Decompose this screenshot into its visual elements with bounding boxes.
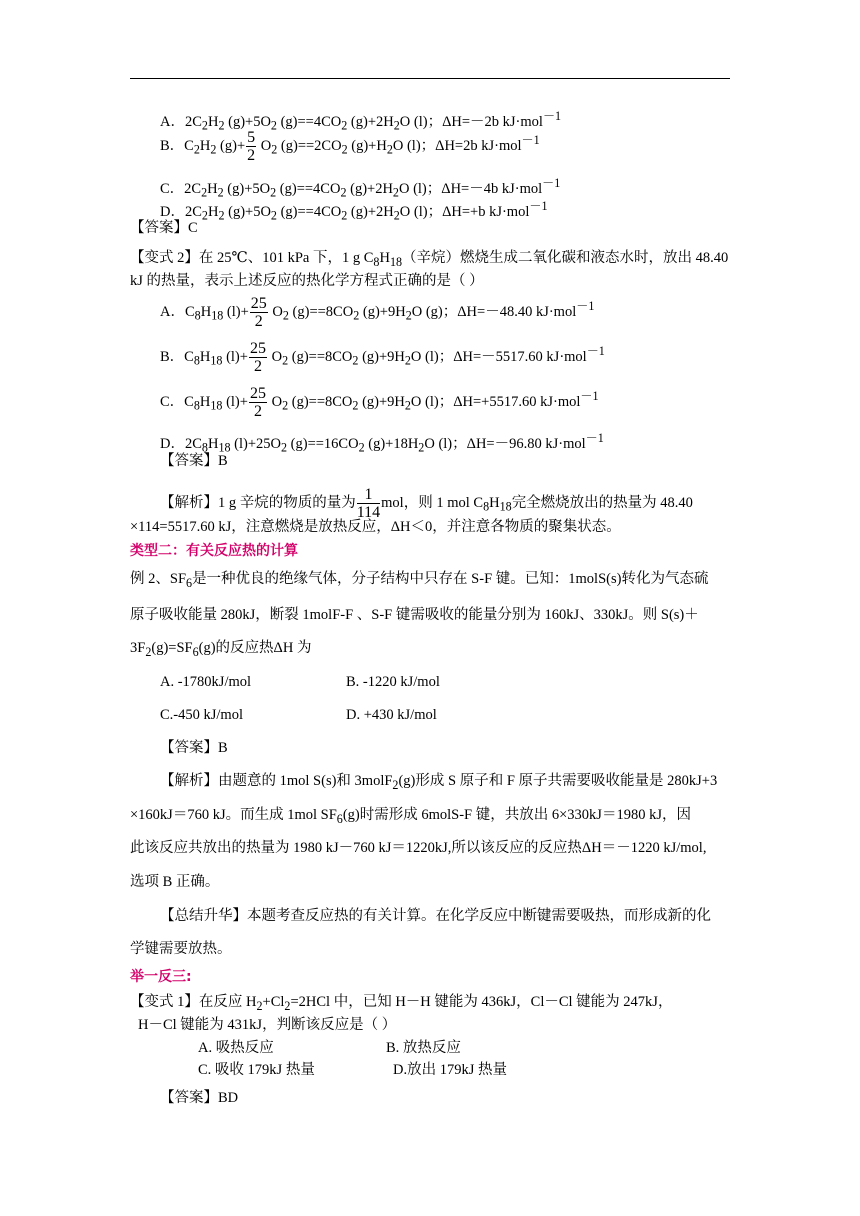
var1-option-b: B. 放热反应 [386, 1040, 461, 1056]
var1-option-a: A. 吸热反应 [198, 1040, 274, 1056]
fraction: $\frac{5}{2}$ [247, 129, 256, 164]
ex2-question-line1: 例 2、$SF_6$是一种优良的绝缘气体，分子结构中只存在 S-F 键。已知：1molS(s)转化为气态硫 [130, 571, 709, 590]
ex2-explanation-line1: 【解析】由题意的 1mol S(s)和 3molF$_2$(g)形成 S 原子和 F 原子共需要吸收能量是 280kJ+3 [160, 773, 718, 792]
var2-option-c: C．$C_8H_{18}$ (l)+ $\frac{25}{2}$ $O_2$ $(g)==8CO_2$ $(g)+9H_2O$ (l)；ΔH=+5517.60 kJ·mol$^{-1}$ [160, 385, 599, 420]
fraction: $\frac{25}{2}$ [250, 295, 267, 330]
var2-explanation-line1: 【解析】1 g 辛烷的物质的量为 $\frac{1}{114}$ mol，则 1 mol $C_8H_{18}$完全燃烧放出的热量为 48.40 [160, 486, 693, 521]
var2-answer: 【答案】B [160, 453, 228, 469]
set1-option-b: B．$C_2H_2$ (g)+ $\frac{5}{2}$ $O_2$ $(g)==2CO_2$ $(g)+H_2O$ (l)；ΔH=2b kJ·mol$^{-1}$ [160, 129, 540, 164]
fraction: $\frac{25}{2}$ [249, 385, 266, 420]
ex2-option-d: D. +430 kJ/mol [346, 707, 437, 723]
var1-question-line2: H－Cl 键能为 431kJ，判断该反应是（ ） [138, 1017, 397, 1033]
header-rule [130, 78, 730, 79]
var1-answer: 【答案】BD [160, 1090, 239, 1106]
ex2-summary-line2: 学键需要放热。 [130, 941, 232, 957]
var1-option-d: D.放出 179kJ 热量 [393, 1062, 507, 1078]
ex2-explanation-line4: 选项 B 正确。 [130, 874, 220, 890]
section-heading-practice: 举一反三: [130, 969, 192, 985]
var2-explanation-line2: ×114=5517.60 kJ，注意燃烧是放热反应，ΔH＜0，并注意各物质的聚集状态。 [130, 519, 621, 535]
set1-answer: 【答案】C [130, 220, 198, 236]
fraction: $\frac{25}{2}$ [249, 340, 266, 375]
ex2-option-c: C.-450 kJ/mol [160, 707, 243, 723]
ex2-option-b: B. -1220 kJ/mol [346, 674, 440, 690]
var1-question-line1: 【变式 1】在反应 $H_2+Cl_2=2HCl$ 中，已知 H－H 键能为 436kJ，Cl－Cl 键能为 247kJ， [130, 994, 673, 1013]
section-heading-type2: 类型二：有关反应热的计算 [130, 543, 298, 559]
set1-option-d: D．$2C_2H_2$ $(g)+5O_2$ $(g)==4CO_2$ $(g)+2H_2O$ (l)；ΔH=+b kJ·mol$^{-1}$ [160, 199, 548, 223]
var2-question-line2: kJ 的热量，表示上述反应的热化学方程式正确的是（ ） [130, 273, 484, 289]
ex2-question-line2: 原子吸收能量 280kJ，断裂 1molF-F 、S-F 键需吸收的能量分别为 160kJ、330kJ。则 S(s)＋ [130, 607, 699, 623]
ex2-explanation-line2: ×160kJ＝760 kJ。而生成 1mol $SF_6(g)$时需形成 6molS-F 键，共放出 6×330kJ＝1980 kJ，因 [130, 807, 691, 826]
fraction: $\frac{1}{114}$ [356, 486, 381, 521]
set1-option-c: C．$2C_2H_2$ $(g)+5O_2$ $(g)==4CO_2$ $(g)+2H_2O$ (l)；ΔH=－4b kJ·mol$^{-1}$ [160, 176, 561, 200]
ex2-answer: 【答案】B [160, 740, 228, 756]
var2-option-a: A．$C_8H_{18}$ (l)+ $\frac{25}{2}$ $O_2$ $(g)==8CO_2$ $(g)+9H_2O$ (g)；ΔH=－48.40 kJ·mol$^{-1}$ [160, 295, 595, 330]
var2-question-line1: 【变式 2】在 25℃、101 kPa 下，1 g $C_8H_{18}$（辛烷）燃烧生成二氧化碳和液态水时，放出 48.40 [130, 250, 729, 269]
ex2-summary-line1: 【总结升华】本题考查反应热的有关计算。在化学反应中断键需要吸热，而形成新的化 [160, 908, 711, 924]
var1-option-c: C. 吸收 179kJ 热量 [198, 1062, 315, 1078]
ex2-option-a: A. -1780kJ/mol [160, 674, 252, 690]
ex2-explanation-line3: 此该反应共放出的热量为 1980 kJ－760 kJ＝1220kJ,所以该反应的反应热ΔH＝－1220 kJ/mol, [130, 840, 707, 856]
set1-option-a: A．$2C_2H_2$ $(g)+5O_2$ $(g)==4CO_2$ $(g)+2H_2O$ (l)；ΔH=－2b kJ·mol$^{-1}$ [160, 109, 562, 133]
ex2-question-line3: $3F_2(g)=SF_6(g)$的反应热ΔH 为 [130, 640, 312, 659]
var2-option-b: B．$C_8H_{18}$ (l)+ $\frac{25}{2}$ $O_2$ $(g)==8CO_2$ $(g)+9H_2O$ (l)；ΔH=－5517.60 kJ·mol$^{-1}$ [160, 340, 605, 375]
var2-option-d: D．$2C_8H_{18}$ $(l)+25O_2$ $(g)==16CO_2$ $(g)+18H_2O$ (l)；ΔH=－96.80 kJ·mol$^{-1}$ [160, 431, 604, 455]
